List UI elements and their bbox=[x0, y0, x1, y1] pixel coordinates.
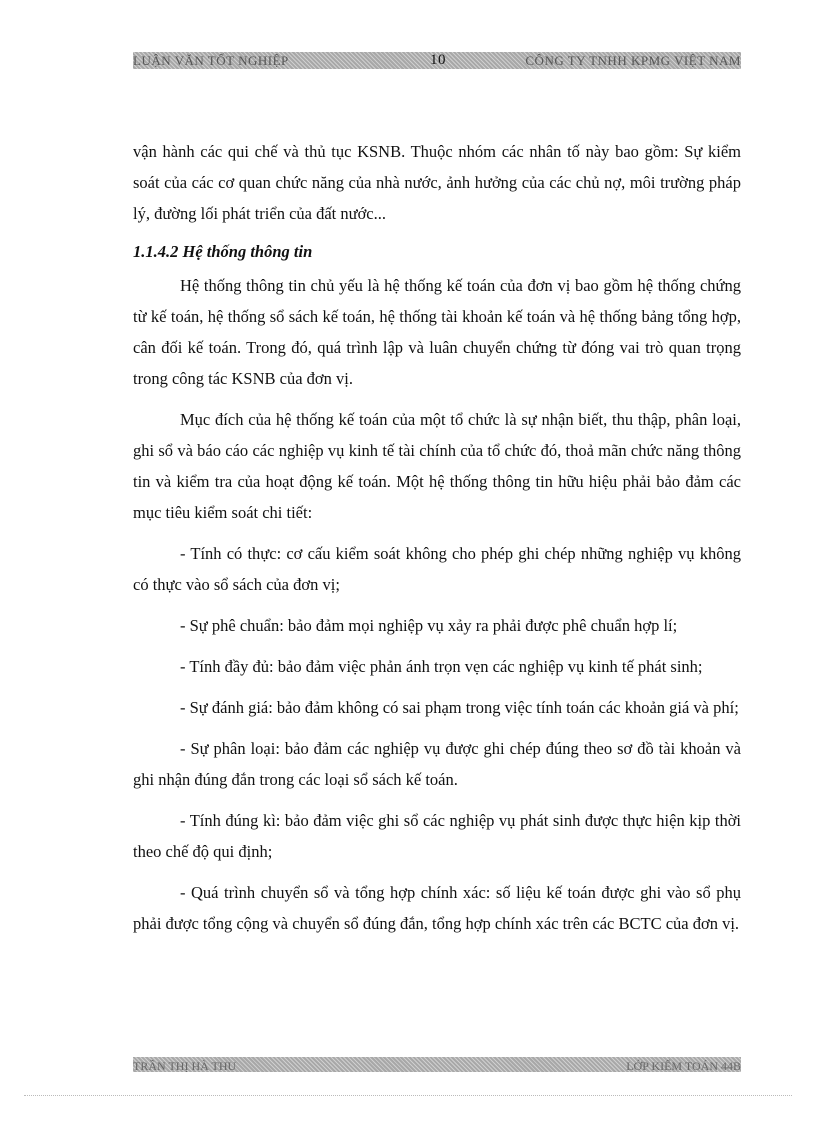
intro-paragraph: vận hành các qui chế và thủ tục KSNB. Thuộc nhóm các nhân tố này bao gồm: Sự kiểm soát của các cơ quan chức năng của nhà nước, ảnh hưởng của các chủ nợ, môi trường pháp lý, đường lối phát triển của đất nước... bbox=[133, 142, 741, 223]
footer-author-name: TRẦN THỊ HÀ THU bbox=[133, 1059, 237, 1073]
objective-item: - Sự phân loại: bảo đảm các nghiệp vụ được ghi chép đúng theo sơ đồ tài khoản và ghi nhận đúng đắn trong các loại sổ sách kế toán. bbox=[133, 739, 741, 789]
page-footer bbox=[133, 1057, 741, 1072]
objective-item: - Tính có thực: cơ cấu kiểm soát không cho phép ghi chép những nghiệp vụ không có thực vào sổ sách của đơn vị; bbox=[133, 544, 741, 594]
header-thesis-title: LUẬN VĂN TỐT NGHIỆP bbox=[133, 53, 289, 68]
document-body bbox=[133, 136, 741, 939]
objective-item: - Tính đầy đủ: bảo đảm việc phản ánh trọn vẹn các nghiệp vụ kinh tế phát sinh; bbox=[180, 657, 703, 676]
objective-item: - Sự phê chuẩn: bảo đảm mọi nghiệp vụ xảy ra phải được phê chuẩn hợp lí; bbox=[180, 616, 678, 635]
page-number: 10 bbox=[430, 52, 446, 68]
body-paragraph: Hệ thống thông tin chủ yếu là hệ thống kế toán của đơn vị bao gồm hệ thống chứng từ kế toán, hệ thống sổ sách kế toán, hệ thống tài khoản kế toán và hệ thống bảng tổng hợp, cân đối kế toán. Trong đó, quá trình lập và luân chuyển chứng từ đóng vai trò quan trọng trong công tác KSNB của đơn vị. bbox=[133, 276, 741, 388]
header-company-name: CÔNG TY TNHH KPMG VIỆT NAM bbox=[525, 53, 741, 68]
footer-class-name: LỚP KIỂM TOÁN 44B bbox=[626, 1059, 741, 1073]
body-paragraph: Mục đích của hệ thống kế toán của một tổ chức là sự nhận biết, thu thập, phân loại, ghi sổ và báo cáo các nghiệp vụ kinh tế tài chính của tổ chức đó, thoả mãn chức năng thông tin và kiểm tra của hoạt động kế toán. Một hệ thống thông tin hữu hiệu phải bảo đảm các mục tiêu kiểm soát chi tiết: bbox=[133, 410, 741, 522]
objective-item: - Quá trình chuyển sổ và tổng hợp chính xác: số liệu kế toán được ghi vào sổ phụ phải được tổng cộng và chuyển sổ đúng đắn, tổng hợp chính xác trên các BCTC của đơn vị. bbox=[133, 883, 741, 933]
section-heading: 1.1.4.2 Hệ thống thông tin bbox=[133, 242, 313, 261]
objective-item: - Tính đúng kì: bảo đảm việc ghi sổ các nghiệp vụ phát sinh được thực hiện kịp thời theo chế độ qui định; bbox=[133, 811, 741, 861]
objective-item: - Sự đánh giá: bảo đảm không có sai phạm trong việc tính toán các khoản giá và phí; bbox=[180, 698, 739, 717]
page-header bbox=[133, 52, 741, 69]
page-boundary-line bbox=[24, 1095, 792, 1096]
